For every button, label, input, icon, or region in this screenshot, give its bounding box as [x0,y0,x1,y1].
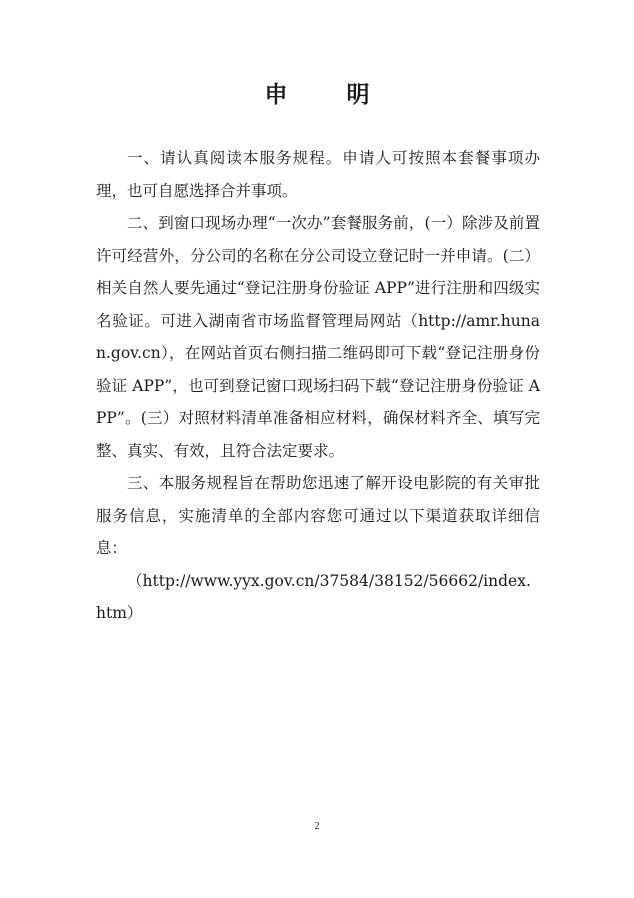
page-number: 2 [314,821,320,832]
paragraph-3: 三、本服务规程旨在帮助您迅速了解开设电影院的有关审批服务信息，实施清单的全部内容您可通过以下渠道获取详细信息： [96,474,540,557]
url-line: （http://www.yyx.gov.cn/37584/38152/56662/index.htm） [96,571,531,622]
paragraph-1: 一、请认真阅读本服务规程。申请人可按照本套餐事项办理，也可自愿选择合并事项。 [96,149,540,200]
page-title: 申 明 [264,82,388,108]
paragraph-2: 二、到窗口现场办理“一次办”套餐服务前，(一）除涉及前置许可经营外，分公司的名称在分公司设立登记时一并申请。(二）相关自然人要先通过“登记注册身份验证 APP”进行注册和四级实名验证。可进入湖南省市场监督管理局网站（http://amr.hunan.gov.cn），在网站首页右侧扫描二维码即可下载“登记注册身份验证 APP”，也可到登记窗口现场扫码下载“登记注册身份验证 APP”。(三）对照材料清单准备相应材料，确保材料齐全、填写完整、真实、有效，且符合法定要求。 [96,214,540,460]
document-body [96,142,540,630]
